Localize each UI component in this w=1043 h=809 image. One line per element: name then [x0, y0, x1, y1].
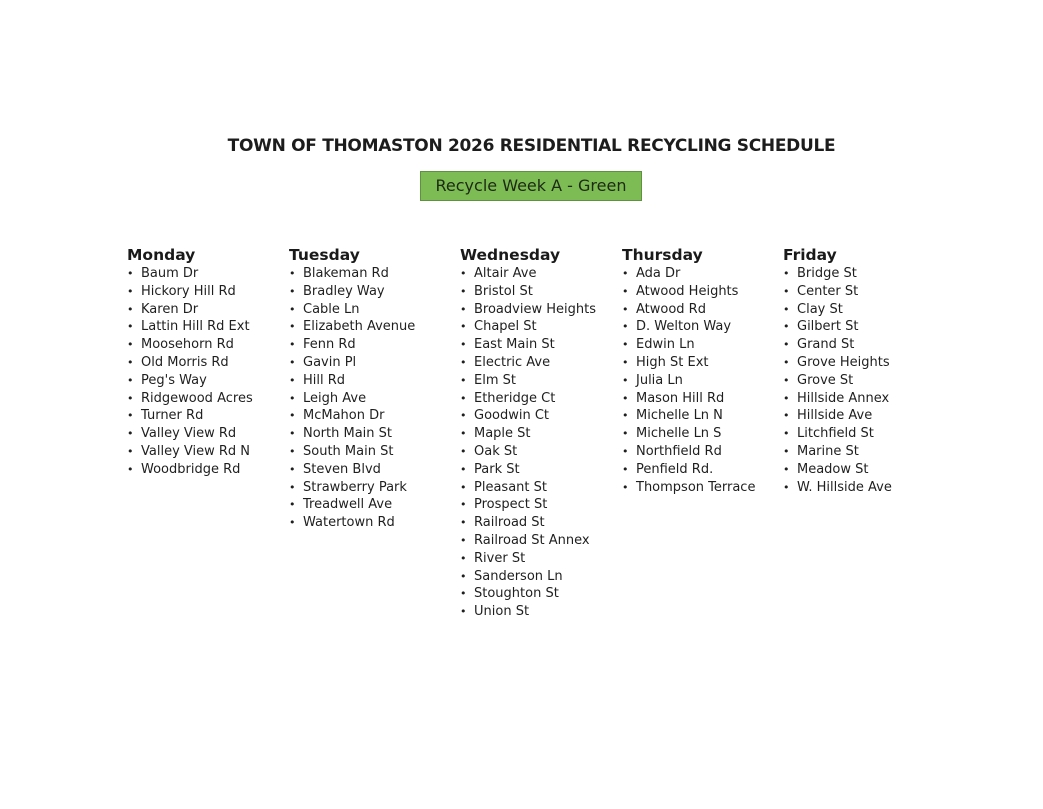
street-item: • Steven Blvd — [289, 461, 415, 479]
street-item: • Michelle Ln S — [622, 425, 755, 443]
street-item: • Hillside Ave — [783, 407, 892, 425]
street-item: • Ada Dr — [622, 265, 755, 283]
street-item: • Edwin Ln — [622, 336, 755, 354]
street-item: • Michelle Ln N — [622, 407, 755, 425]
day-column-monday — [127, 245, 253, 479]
street-item: • Altair Ave — [460, 265, 596, 283]
street-item: • Chapel St — [460, 318, 596, 336]
day-heading: Thursday — [622, 246, 703, 264]
street-item: • Sanderson Ln — [460, 568, 596, 586]
street-list — [127, 265, 253, 479]
street-item: • Woodbridge Rd — [127, 461, 253, 479]
street-item: • Elm St — [460, 372, 596, 390]
street-item: • Atwood Rd — [622, 301, 755, 319]
street-list — [622, 265, 755, 496]
street-item: • Pleasant St — [460, 479, 596, 497]
street-item: • Old Morris Rd — [127, 354, 253, 372]
street-item: • Strawberry Park — [289, 479, 415, 497]
street-item: • Thompson Terrace — [622, 479, 755, 497]
street-item: • Clay St — [783, 301, 892, 319]
street-item: • Litchfield St — [783, 425, 892, 443]
street-item: • Grove St — [783, 372, 892, 390]
street-item: • Turner Rd — [127, 407, 253, 425]
street-item: • Northfield Rd — [622, 443, 755, 461]
day-column-friday — [783, 245, 892, 496]
street-item: • Center St — [783, 283, 892, 301]
street-item: • Watertown Rd — [289, 514, 415, 532]
street-item: • Hill Rd — [289, 372, 415, 390]
street-item: • Hickory Hill Rd — [127, 283, 253, 301]
street-item: • Treadwell Ave — [289, 496, 415, 514]
street-item: • Railroad St Annex — [460, 532, 596, 550]
street-item: • Railroad St — [460, 514, 596, 532]
street-item: • Etheridge Ct — [460, 390, 596, 408]
street-item: • Ridgewood Acres — [127, 390, 253, 408]
street-item: • River St — [460, 550, 596, 568]
day-heading: Wednesday — [460, 246, 561, 264]
street-list — [460, 265, 596, 621]
street-item: • Oak St — [460, 443, 596, 461]
street-item: • Elizabeth Avenue — [289, 318, 415, 336]
street-item: • Valley View Rd — [127, 425, 253, 443]
street-item: • D. Welton Way — [622, 318, 755, 336]
street-item: • Lattin Hill Rd Ext — [127, 318, 253, 336]
street-item: • Cable Ln — [289, 301, 415, 319]
day-heading: Monday — [127, 246, 196, 264]
street-item: • Gavin Pl — [289, 354, 415, 372]
page-title: TOWN OF THOMASTON 2026 RESIDENTIAL RECYCLING SCHEDULE — [227, 136, 836, 156]
day-heading: Friday — [783, 246, 837, 264]
street-item: • Penfield Rd. — [622, 461, 755, 479]
street-item: • Union St — [460, 603, 596, 621]
street-item: • Hillside Annex — [783, 390, 892, 408]
street-item: • Julia Ln — [622, 372, 755, 390]
street-item: • Maple St — [460, 425, 596, 443]
street-item: • Park St — [460, 461, 596, 479]
street-item: • Leigh Ave — [289, 390, 415, 408]
street-item: • Bristol St — [460, 283, 596, 301]
street-list — [783, 265, 892, 496]
street-item: • Goodwin Ct — [460, 407, 596, 425]
street-item: • W. Hillside Ave — [783, 479, 892, 497]
street-item: • Grove Heights — [783, 354, 892, 372]
day-column-tuesday — [289, 245, 415, 532]
street-item: • Prospect St — [460, 496, 596, 514]
street-item: • Moosehorn Rd — [127, 336, 253, 354]
street-item: • Mason Hill Rd — [622, 390, 755, 408]
street-item: • Atwood Heights — [622, 283, 755, 301]
street-item: • Bradley Way — [289, 283, 415, 301]
street-item: • Broadview Heights — [460, 301, 596, 319]
street-item: • Blakeman Rd — [289, 265, 415, 283]
street-item: • Stoughton St — [460, 585, 596, 603]
street-item: • Baum Dr — [127, 265, 253, 283]
street-item: • Bridge St — [783, 265, 892, 283]
street-item: • Electric Ave — [460, 354, 596, 372]
street-item: • Karen Dr — [127, 301, 253, 319]
week-badge: Recycle Week A - Green — [420, 171, 642, 201]
street-item: • Peg's Way — [127, 372, 253, 390]
street-item: • Valley View Rd N — [127, 443, 253, 461]
day-column-thursday — [622, 245, 755, 496]
street-item: • High St Ext — [622, 354, 755, 372]
street-item: • McMahon Dr — [289, 407, 415, 425]
street-item: • Gilbert St — [783, 318, 892, 336]
day-column-wednesday — [460, 245, 596, 621]
street-item: • North Main St — [289, 425, 415, 443]
street-item: • Marine St — [783, 443, 892, 461]
street-item: • Fenn Rd — [289, 336, 415, 354]
street-item: • Grand St — [783, 336, 892, 354]
street-item: • East Main St — [460, 336, 596, 354]
street-item: • Meadow St — [783, 461, 892, 479]
street-item: • South Main St — [289, 443, 415, 461]
street-list — [289, 265, 415, 532]
day-heading: Tuesday — [289, 246, 360, 264]
